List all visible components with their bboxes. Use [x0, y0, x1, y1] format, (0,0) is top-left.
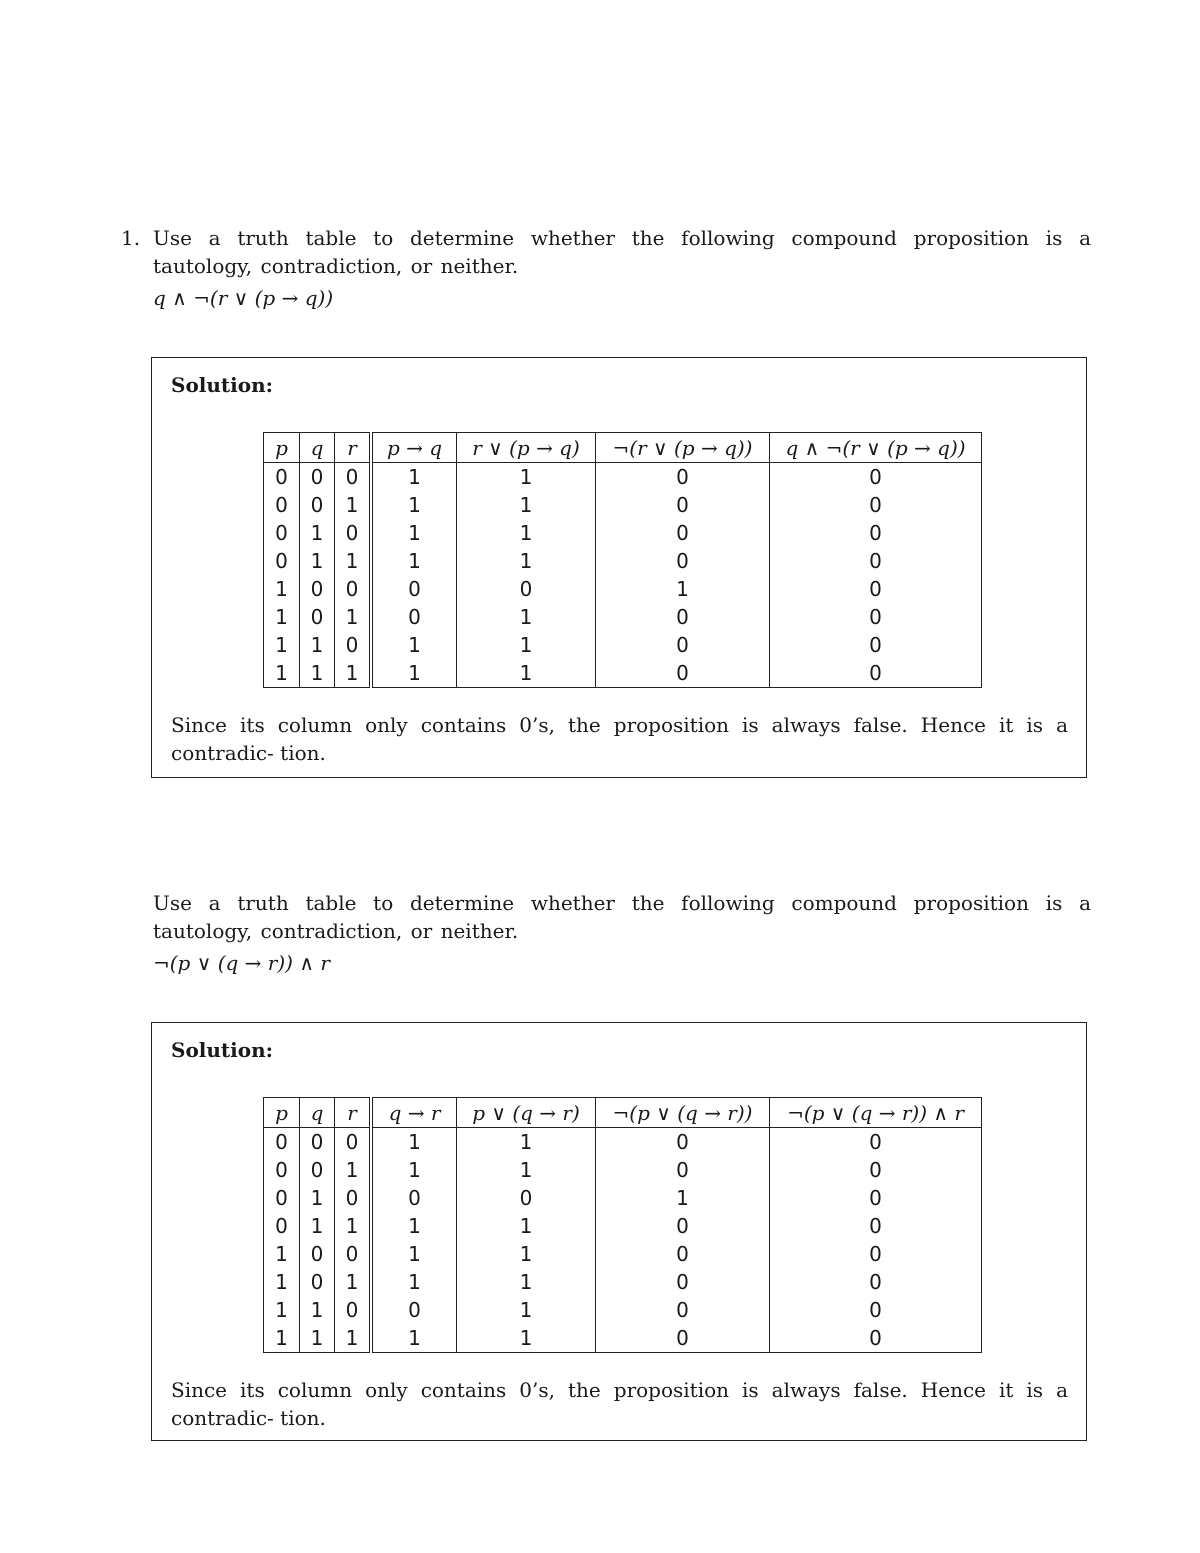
table-cell: 0 [371, 1296, 457, 1324]
table-cell: 0 [264, 1128, 300, 1157]
table-cell: 1 [264, 1268, 300, 1296]
table-row [264, 1268, 982, 1296]
table-cell: 1 [335, 491, 372, 519]
table-cell: 1 [264, 575, 300, 603]
solution-conclusion: Since its column only contains 0’s, the proposition is always false. Hence it is a contradic- tion. [171, 1378, 1068, 1430]
table-cell: 0 [300, 1128, 335, 1157]
column-header: ¬(r ∨ (p → q)) [596, 433, 770, 463]
table-cell: 0 [335, 575, 372, 603]
table-cell: 1 [335, 1156, 372, 1184]
table-cell: 1 [457, 1156, 596, 1184]
table-cell: 0 [371, 1184, 457, 1212]
table-cell: 0 [596, 547, 770, 575]
table-cell: 1 [371, 1324, 457, 1353]
table-cell: 0 [371, 575, 457, 603]
table-cell: 0 [596, 603, 770, 631]
table-cell: 1 [335, 547, 372, 575]
table-cell: 0 [770, 659, 982, 688]
table-cell: 0 [264, 463, 300, 492]
table-cell: 1 [335, 603, 372, 631]
table-cell: 0 [596, 491, 770, 519]
table-row [264, 631, 982, 659]
column-header: ¬(p ∨ (q → r)) [596, 1098, 770, 1128]
table-cell: 0 [770, 1324, 982, 1353]
table-cell: 0 [300, 575, 335, 603]
table-cell: 1 [335, 1212, 372, 1240]
table-cell: 1 [371, 463, 457, 492]
problem-prompt: Use a truth table to determine whether the following compound proposition is a tautology, contradiction, or neither. [153, 226, 1091, 278]
table-row [264, 1128, 982, 1157]
column-header: r [335, 433, 372, 463]
table-cell: 0 [770, 547, 982, 575]
column-header: p [264, 433, 300, 463]
table-cell: 1 [457, 491, 596, 519]
problem-formula: ¬(p ∨ (q → r)) ∧ r [153, 951, 330, 975]
problem-prompt: Use a truth table to determine whether the following compound proposition is a tautology, contradiction, or neither. [153, 891, 1091, 943]
table-cell: 0 [596, 1128, 770, 1157]
table-cell: 0 [457, 575, 596, 603]
table-header-row [264, 1098, 982, 1128]
table-cell: 0 [371, 603, 457, 631]
table-cell: 1 [371, 547, 457, 575]
table-cell: 1 [371, 491, 457, 519]
table-cell: 1 [371, 1268, 457, 1296]
table-row [264, 1296, 982, 1324]
table-cell: 1 [335, 659, 372, 688]
solution-conclusion: Since its column only contains 0’s, the proposition is always false. Hence it is a contradic- tion. [171, 713, 1068, 765]
column-header: q ∧ ¬(r ∨ (p → q)) [770, 433, 982, 463]
table-row [264, 519, 982, 547]
table-row [264, 1184, 982, 1212]
table-cell: 1 [264, 631, 300, 659]
table-cell: 0 [596, 1240, 770, 1268]
table-cell: 1 [371, 1128, 457, 1157]
table-cell: 1 [371, 1212, 457, 1240]
solution-label: Solution: [171, 373, 274, 397]
table-cell: 0 [770, 631, 982, 659]
solution-box-2 [151, 1022, 1087, 1441]
table-cell: 0 [596, 1212, 770, 1240]
table-cell: 1 [300, 519, 335, 547]
column-header: q [300, 433, 335, 463]
table-row [264, 1240, 982, 1268]
table-row [264, 1324, 982, 1353]
table-cell: 0 [596, 659, 770, 688]
table-cell: 0 [335, 519, 372, 547]
column-header: ¬(p ∨ (q → r)) ∧ r [770, 1098, 982, 1128]
table-cell: 0 [770, 1212, 982, 1240]
table-row [264, 575, 982, 603]
table-cell: 1 [335, 1268, 372, 1296]
table-cell: 1 [335, 1324, 372, 1353]
table-cell: 1 [457, 659, 596, 688]
table-cell: 1 [371, 1240, 457, 1268]
table-cell: 1 [457, 631, 596, 659]
table-cell: 1 [457, 1268, 596, 1296]
table-cell: 1 [457, 463, 596, 492]
table-cell: 0 [596, 1296, 770, 1324]
table-cell: 0 [770, 491, 982, 519]
table-cell: 1 [264, 1296, 300, 1324]
table-cell: 0 [770, 575, 982, 603]
table-cell: 0 [770, 1296, 982, 1324]
table-cell: 0 [770, 1268, 982, 1296]
table-row [264, 603, 982, 631]
table-header-row [264, 433, 982, 463]
table-cell: 1 [300, 631, 335, 659]
table-cell: 0 [335, 1240, 372, 1268]
table-row [264, 659, 982, 688]
table-cell: 0 [335, 1296, 372, 1324]
table-cell: 1 [371, 519, 457, 547]
table-cell: 0 [300, 491, 335, 519]
table-cell: 0 [300, 463, 335, 492]
table-cell: 1 [371, 631, 457, 659]
problem-2 [121, 889, 1091, 979]
problem-formula: q ∧ ¬(r ∨ (p → q)) [153, 286, 334, 310]
table-cell: 0 [264, 1184, 300, 1212]
table-cell: 1 [457, 1128, 596, 1157]
table-cell: 1 [264, 659, 300, 688]
table-cell: 0 [596, 631, 770, 659]
table-cell: 0 [770, 519, 982, 547]
table-row [264, 1156, 982, 1184]
table-cell: 0 [264, 519, 300, 547]
table-cell: 1 [596, 1184, 770, 1212]
table-cell: 1 [457, 1240, 596, 1268]
column-header: p → q [371, 433, 457, 463]
table-cell: 0 [596, 463, 770, 492]
problem-1 [121, 224, 1091, 314]
truth-table [263, 1097, 982, 1353]
solution-label: Solution: [171, 1038, 274, 1062]
table-row [264, 547, 982, 575]
table-row [264, 491, 982, 519]
table-cell: 0 [596, 519, 770, 547]
table-cell: 0 [596, 1324, 770, 1353]
column-header: q [300, 1098, 335, 1128]
column-header: q → r [371, 1098, 457, 1128]
table-cell: 0 [335, 631, 372, 659]
table-cell: 0 [264, 491, 300, 519]
table-cell: 1 [300, 1184, 335, 1212]
column-header: r ∨ (p → q) [457, 433, 596, 463]
table-cell: 1 [300, 1324, 335, 1353]
problem-number: 1. [121, 226, 141, 250]
table-cell: 1 [457, 603, 596, 631]
table-cell: 0 [300, 603, 335, 631]
table-cell: 0 [264, 547, 300, 575]
table-cell: 1 [457, 519, 596, 547]
table-cell: 1 [457, 1324, 596, 1353]
column-header: r [335, 1098, 372, 1128]
table-cell: 0 [300, 1240, 335, 1268]
table-cell: 1 [300, 1212, 335, 1240]
table-cell: 0 [300, 1156, 335, 1184]
table-cell: 1 [596, 575, 770, 603]
table-cell: 0 [300, 1268, 335, 1296]
table-cell: 0 [596, 1156, 770, 1184]
table-cell: 1 [457, 547, 596, 575]
truth-table [263, 432, 982, 688]
table-cell: 1 [300, 1296, 335, 1324]
table-cell: 0 [596, 1268, 770, 1296]
table-cell: 0 [770, 463, 982, 492]
table-row [264, 1212, 982, 1240]
table-cell: 1 [457, 1212, 596, 1240]
table-cell: 1 [300, 659, 335, 688]
table-cell: 0 [770, 603, 982, 631]
table-cell: 1 [264, 603, 300, 631]
table-cell: 0 [770, 1156, 982, 1184]
table-row [264, 463, 982, 492]
table-cell: 0 [335, 463, 372, 492]
table-cell: 1 [264, 1240, 300, 1268]
solution-box-1 [151, 357, 1087, 778]
column-header: p [264, 1098, 300, 1128]
table-cell: 1 [300, 547, 335, 575]
table-cell: 0 [457, 1184, 596, 1212]
table-cell: 1 [264, 1324, 300, 1353]
table-cell: 0 [770, 1240, 982, 1268]
table-cell: 0 [335, 1128, 372, 1157]
table-cell: 0 [264, 1212, 300, 1240]
table-cell: 1 [457, 1296, 596, 1324]
table-cell: 0 [770, 1128, 982, 1157]
table-cell: 0 [770, 1184, 982, 1212]
table-cell: 0 [264, 1156, 300, 1184]
column-header: p ∨ (q → r) [457, 1098, 596, 1128]
table-cell: 1 [371, 659, 457, 688]
table-cell: 0 [335, 1184, 372, 1212]
table-cell: 1 [371, 1156, 457, 1184]
